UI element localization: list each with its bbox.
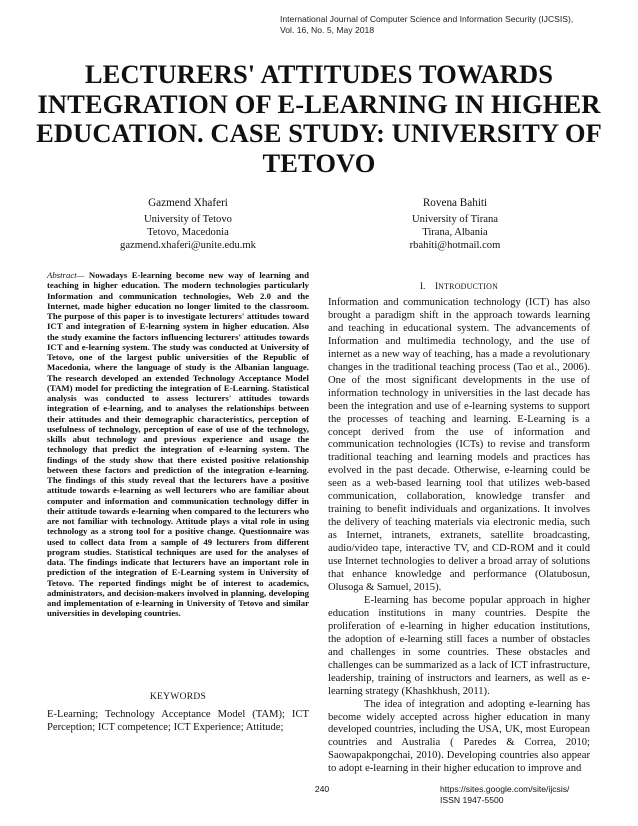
author-email: gazmend.xhaferi@unite.edu.mk (120, 240, 256, 251)
author-block-2 (355, 197, 555, 252)
journal-header (280, 14, 620, 36)
introduction-body (328, 297, 590, 776)
paragraph: E-learning has become popular approach in higher education institutions in many countries. Despite the proliferation of e-learning in higher education institutions, the adoption of e-learning still faces a number of obstacles and challenges in some countries. These obstacles and challenges can be summarized as a lack of ICT infrastructure, leadership, training of instructors and learners, as well as e-learning strategy (Khashkhush, 2011). (328, 594, 590, 697)
footer-info (440, 784, 620, 806)
keywords-heading: KEYWORDS (149, 692, 207, 702)
journal-volume: Vol. 16, No. 5, May 2018 (280, 25, 375, 35)
section-title-rest: NTRODUCTION (438, 282, 499, 291)
abstract (47, 270, 309, 619)
author-location: Tirana, Albania (422, 227, 488, 238)
paper-title: LECTURERS' ATTITUDES TOWARDS INTEGRATION OF E-LEARNING IN HIGHER EDUCATION. CASE STUDY: UNIVERSITY OF TETOVO (36, 59, 602, 178)
section-heading-introduction (328, 282, 590, 292)
author-email: rbahiti@hotmail.com (409, 240, 501, 251)
section-number: I. (419, 282, 426, 292)
keywords-text: E-Learning; Technology Acceptance Model (TAM); ICT Perception; ICT competence; ICT Experience; Attitude; (47, 709, 309, 733)
page-number: 240 (314, 784, 330, 794)
author-name: Gazmend Xhaferi (148, 197, 228, 209)
footer-url[interactable]: https://sites.google.com/site/ijcsis/ (440, 784, 570, 794)
abstract-text: Nowadays E-learning become new way of learning and teaching in higher education. The modern technologies particularly Information and communication technologies, Web 2.0 and the Internet, made higher education no longer limited to the classroom. The purpose of this paper is to investigate lecturers' attitudes toward ICT and integration of E-learning system in higher education. Also the study examine the factors influencing lecturers' attitudes towards ICT and e-learning system. The study was conducted at University of Tetovo, one of the largest public universities of the Republic of Macedonia, where the language of study is the Albanian language. The research developed an extended Technology Acceptance Model (TAM) model for predicting the integration of E-Learning. Statistical analysis was conducted to assess lecturers' attitudes towards integration of e-learning, and to analyses the relationships between their attitudes and their demographic characteristics, perception of usefulness of technology, perception of ease of use of the technology, skills abut technology and previous experience and usage the technology that predict the integration of e-learning system. The findings of the study show that there existed positive relationship between these factors and prediction of the integration e-learning. The findings of this study reveal that the lecturers have a positive attitude towards e-learning as well lecturers who are familiar about computer and information and communication technology differ in their attitude towards e-learning when compared to the lecturers who are not familiar with technology. Attitude plays a vital role in using technology as a strong tool for a positive change. Questionnaire was used to collect data from a sample of 49 lecturers from different program studies. Statistical techniques are used for the analyses of data. The findings indicate that lecturers have an important role in prediction of the integration of E-Learning system in University of Tetovo. The reported findings might be of interest to academics, administrators, and decision-makers involved in planning, developing and implementation of e-learning in University of Tetovo and similar universities in developing countries. (47, 270, 309, 619)
author-block-1 (88, 197, 288, 252)
paragraph: The idea of integration and adopting e-learning has become widely accepted across higher education in many developed countries, including the USA, UK, most European countries and Australia ( Paredes & Correa, 2010; Saowapakpongchai, 2010). Developing countries also appear to adopt e-learning in their higher education to improve and (328, 698, 590, 775)
footer-issn: ISSN 1947-5500 (440, 795, 504, 805)
author-affiliation: University of Tirana (412, 214, 498, 225)
section-title-initial: I (434, 282, 439, 292)
journal-name: International Journal of Computer Science and Information Security (IJCSIS), (280, 14, 574, 24)
paragraph: Information and communication technology (ICT) has also brought a paradigm shift in the approach towards learning and teaching in educational system. The advancements of Information and multimedia technology, and the use of internet as a new way of teaching, has a made a revolutionary changes in the traditional teaching process (Tao et al., 2006). One of the most significant developments in the use of information technology in universities in the last decade has been the integration and use of e-learning systems to support the processes of teaching and learning. E-Learning is a concept derived from the use of information and communication technologies (ICTs) to revise and transform traditional teaching and learning models and practices has evolved in the past decade. Otherwise, e-learning could be seen as a web-based learning tool that utilizes web-based communication, collaboration, knowledge transfer and training to benefit individuals and organizations. It involves the delivery of teaching materials via electronic media, such as Internet, intranets, extranets, satellite broadcasting, audio/video tape, interactive TV, and CD-ROM and it could use Internet technologies to deliver a broad array of solutions that enhance knowledge and performance (Olatubosun, Olusoga & Samuel, 2015). (328, 297, 590, 593)
author-location: Tetovo, Macedonia (147, 227, 229, 238)
author-affiliation: University of Tetovo (144, 214, 232, 225)
abstract-label: Abstract— (47, 270, 85, 280)
author-name: Rovena Bahiti (422, 197, 488, 209)
